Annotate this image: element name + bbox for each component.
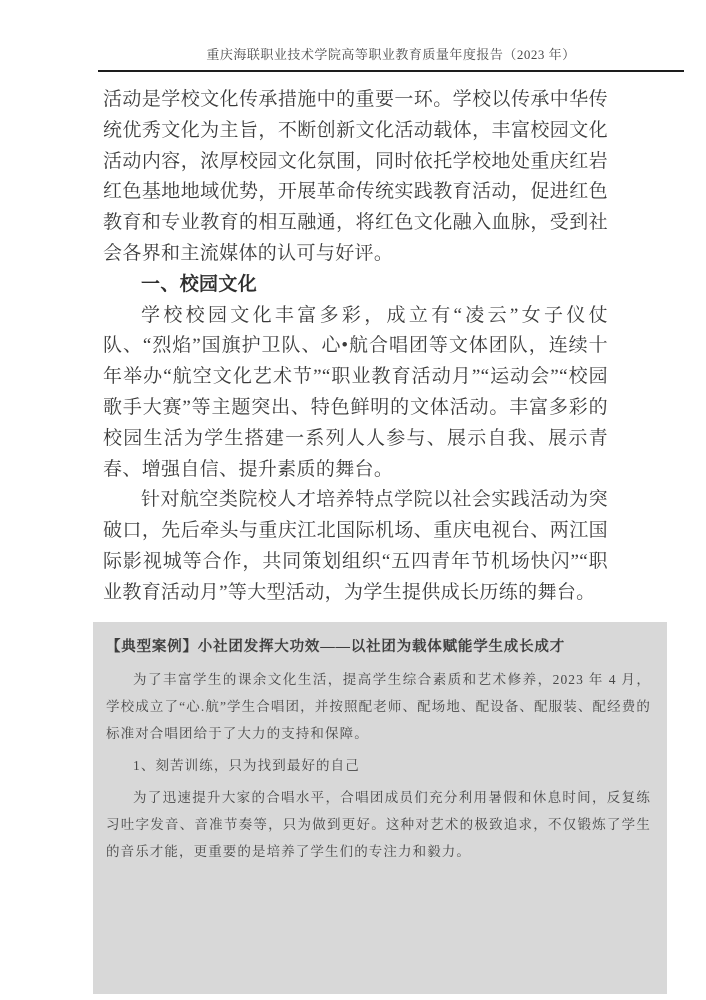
case-study-paragraph-2: 为了迅速提升大家的合唱水平，合唱团成员们充分利用暑假和休息时间，反复练习吐字发音、音准节奏等，只为做到更好。这种对艺术的极致追求，不仅锻炼了学生的音乐才能，更重要的是培养了学生们的专注力和毅力。 [106, 790, 651, 859]
page-header [98, 44, 684, 72]
body-paragraph-3: 针对航空类院校人才培养特点学院以社会实践活动为突破口，先后牵头与重庆江北国际机场、重庆电视台、两江国际影视城等合作，共同策划组织“五四青年节机场快闪”“职业教育活动月”等大型活动，为学生提供成长历练的舞台。 [103, 489, 608, 603]
header-title: 重庆海联职业技术学院高等职业教育质量年度报告（2023 年） [206, 47, 576, 62]
case-study-subhead-1: 1、刻苦训练，只为找到最好的自己 [133, 758, 360, 773]
case-study-paragraph-1: 为了丰富学生的课余文化生活，提高学生综合素质和艺术修养，2023 年 4 月，学校成立了“心.航”学生合唱团，并按照配老师、配场地、配设备、配服装、配经费的标准对合唱团给于了大力的支持和保障。 [106, 672, 651, 741]
case-study-box [93, 622, 667, 994]
document-body [103, 85, 608, 609]
case-study-title: 【典型案例】小社团发挥大功效——以社团为载体赋能学生成长成才 [106, 639, 565, 655]
body-paragraph-2: 学校校园文化丰富多彩，成立有“凌云”女子仪仗队、“烈焰”国旗护卫队、心•航合唱团等文体团队，连续十年举办“航空文化艺术节”“职业教育活动月”“运动会”“校园歌手大赛”等主题突出、特色鲜明的文体活动。丰富多彩的校园生活为学生搭建一系列人人参与、展示自我、展示青春、增强自信、提升素质的舞台。 [103, 304, 608, 480]
body-paragraph-1: 活动是学校文化传承措施中的重要一环。学校以传承中华传统优秀文化为主旨，不断创新文化活动载体，丰富校园文化活动内容，浓厚校园文化氛围，同时依托学校地处重庆红岩红色基地地域优势，开展革命传统实践教育活动，促进红色教育和专业教育的相互融通，将红色文化融入血脉，受到社会各界和主流媒体的认可与好评。 [103, 89, 608, 264]
section-heading-campus-culture: 一、校园文化 [141, 273, 258, 295]
